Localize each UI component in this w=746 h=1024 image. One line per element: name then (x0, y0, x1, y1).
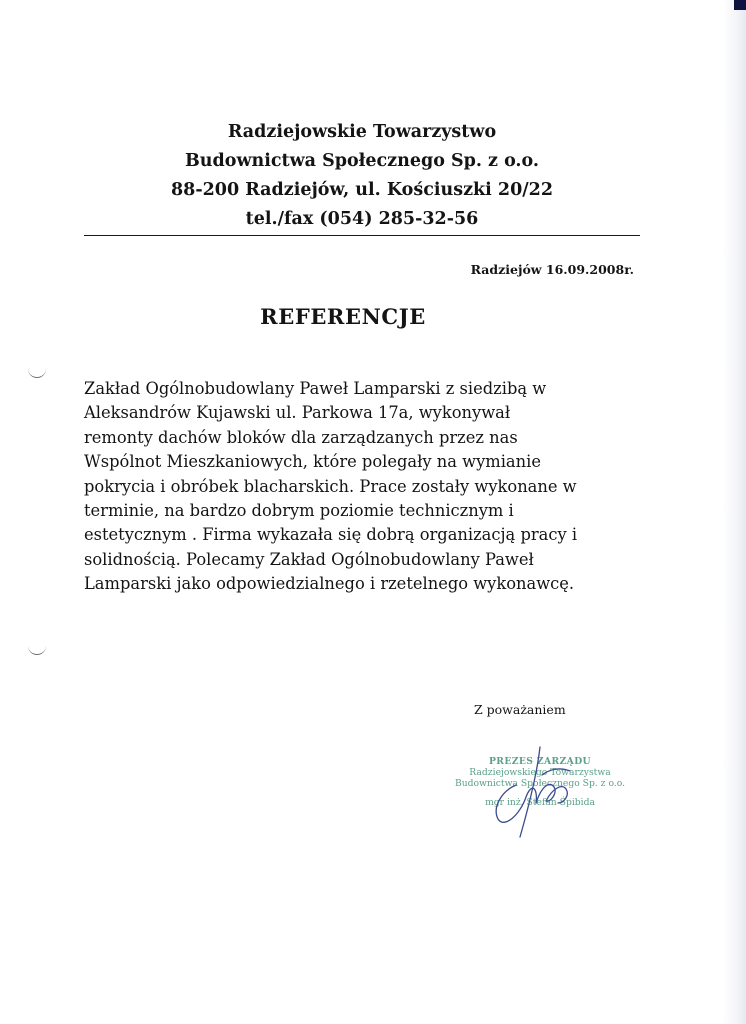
punch-hole-mark (28, 644, 46, 655)
body-line: remonty dachów bloków dla zarządzanych przez nas (84, 427, 518, 447)
body-line: Aleksandrów Kujawski ul. Parkowa 17a, wykonywał (84, 403, 511, 423)
company-address: 88-200 Radziejów, ul. Kościuszki 20/22 (171, 180, 553, 200)
scan-corner-mark (734, 0, 746, 10)
stamp-heading: PREZES ZARZĄDU (489, 756, 591, 767)
closing-salutation: Z poważaniem (474, 702, 566, 717)
company-phone: tel./fax (054) 285-32-56 (245, 209, 479, 229)
body-line: Zakład Ogólnobudowlany Paweł Lamparski z siedzibą w (84, 379, 547, 398)
company-name-line: Budownictwa Społecznego Sp. z o.o. (185, 151, 539, 171)
punch-hole-mark (28, 367, 46, 378)
body-line: pokrycia i obróbek blacharskich. Prace zostały wykonane w (84, 476, 577, 496)
stamp-organization: Budownictwa Społecznego Sp. z o.o. (454, 778, 626, 789)
letterhead-divider (84, 235, 640, 236)
stamp-organization: Radziejowskiego Towarzystwa (469, 767, 611, 778)
handwritten-signature (480, 745, 590, 845)
body-line: terminie, na bardzo dobrym poziomie technicznym i (84, 501, 514, 521)
reference-body (84, 377, 644, 597)
page-edge (722, 0, 746, 1024)
body-line: Wspólnot Mieszkaniowych, które polegały na wymianie (84, 452, 541, 472)
company-name-line: Radziejowskie Towarzystwo (227, 122, 497, 142)
body-line: Lamparski jako odpowiedzialnego i rzetelnego wykonawcę. (84, 574, 575, 594)
body-line: solidnością. Polecamy Zakład Ogólnobudowlany Paweł (84, 549, 534, 569)
document-title: REFERENCJE (260, 304, 426, 329)
body-line: estetycznym . Firma wykazała się dobrą organizacją pracy i (84, 525, 578, 545)
letterhead (84, 118, 640, 234)
stamp-signatory-name: mgr inż. Stefan Śpibida (485, 797, 595, 808)
place-and-date: Radziejów 16.09.2008r. (470, 262, 634, 277)
